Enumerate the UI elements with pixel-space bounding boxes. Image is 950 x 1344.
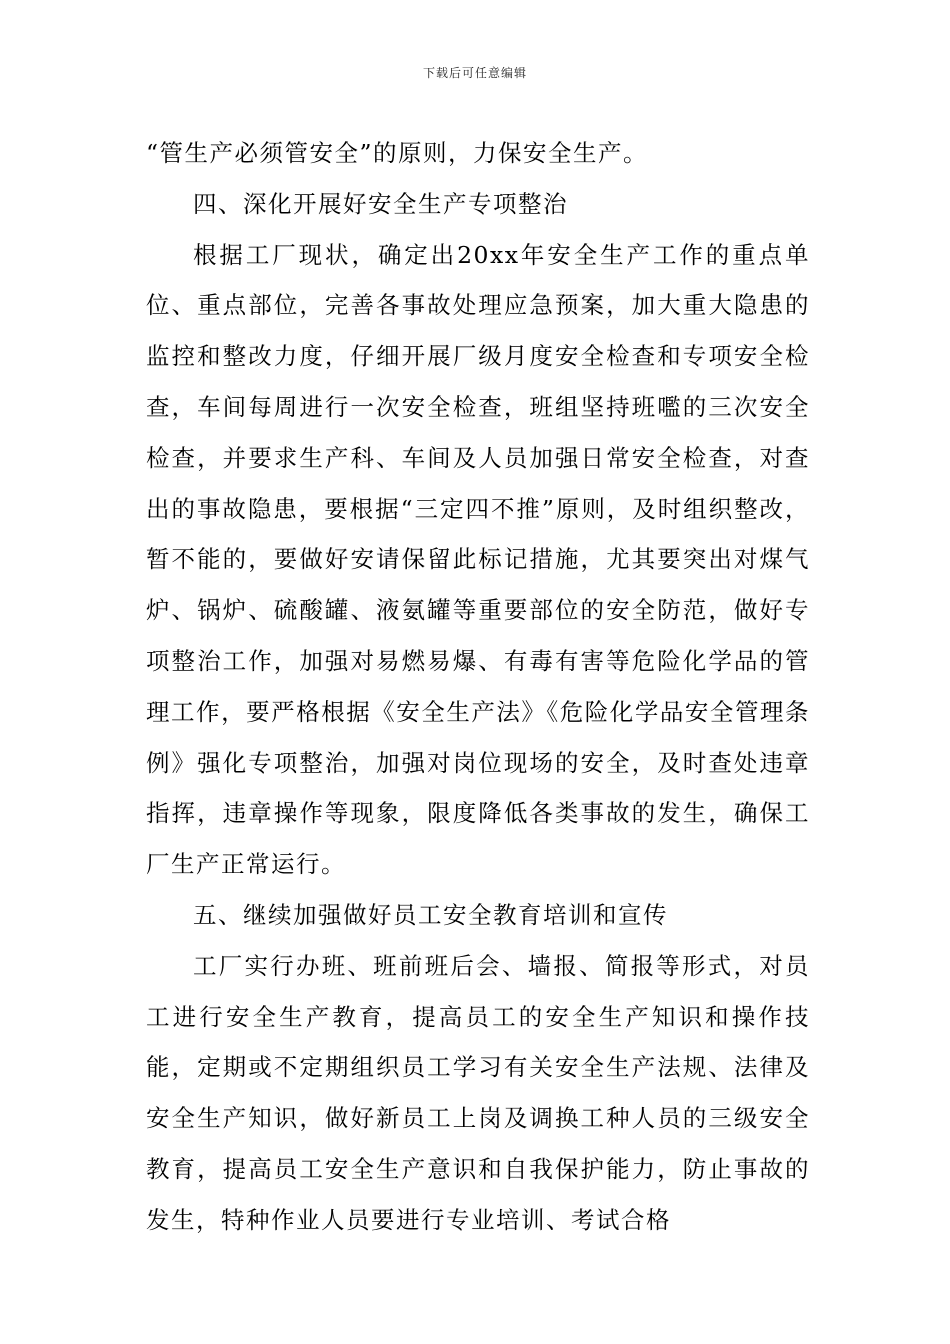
paragraph: 根据工厂现状，确定出20xx年安全生产工作的重点单位、重点部位，完善各事故处理应急预案，加大重大隐患的监控和整改力度，仔细开展厂级月度安全检查和专项安全检查，车间每周进行一次安全检查，班组坚持班嚂的三次安全检查，并要求生产科、车间及人员加强日常安全检查，对查出的事故隐患，要根据“三定四不推”原则，及时组织整改，暂不能的，要做好安请保留此标记措施，尤其要突出对煤气炉、锅炉、硫酸罐、液氨罐等重要部位的安全防范，做好专项整治工作，加强对易燃易爆、有毒有害等危险化学品的管理工作，要严格根据《安全生产法》《危险化学品安全管理条例》强化专项整治，加强对岗位现场的安全，及时查处违章指挥，违章操作等现象，限度降低各类事故的发生，确保工厂生产正常运行。 <box>146 240 810 879</box>
section-heading: 五、继续加强做好员工安全教育培训和宣传 <box>193 900 668 929</box>
section-heading: 四、深化开展好安全生产专项整治 <box>193 189 568 218</box>
document-body <box>146 128 810 1246</box>
paragraph: 工厂实行办班、班前班后会、墙报、简报等形式，对员工进行安全生产教育，提高员工的安全生产知识和操作技能，定期或不定期组织员工学习有关安全生产法规、法律及安全生产知识，做好新员工上岗及调换工种人员的三级安全教育，提高员工安全生产意识和自我保护能力，防止事故的发生，特种作业人员要进行专业培训、考试合格 <box>146 951 810 1234</box>
paragraph: “管生产必须管安全”的原则，力保安全生产。 <box>146 139 649 167</box>
page-header: 下载后可任意编辑 <box>422 66 527 80</box>
